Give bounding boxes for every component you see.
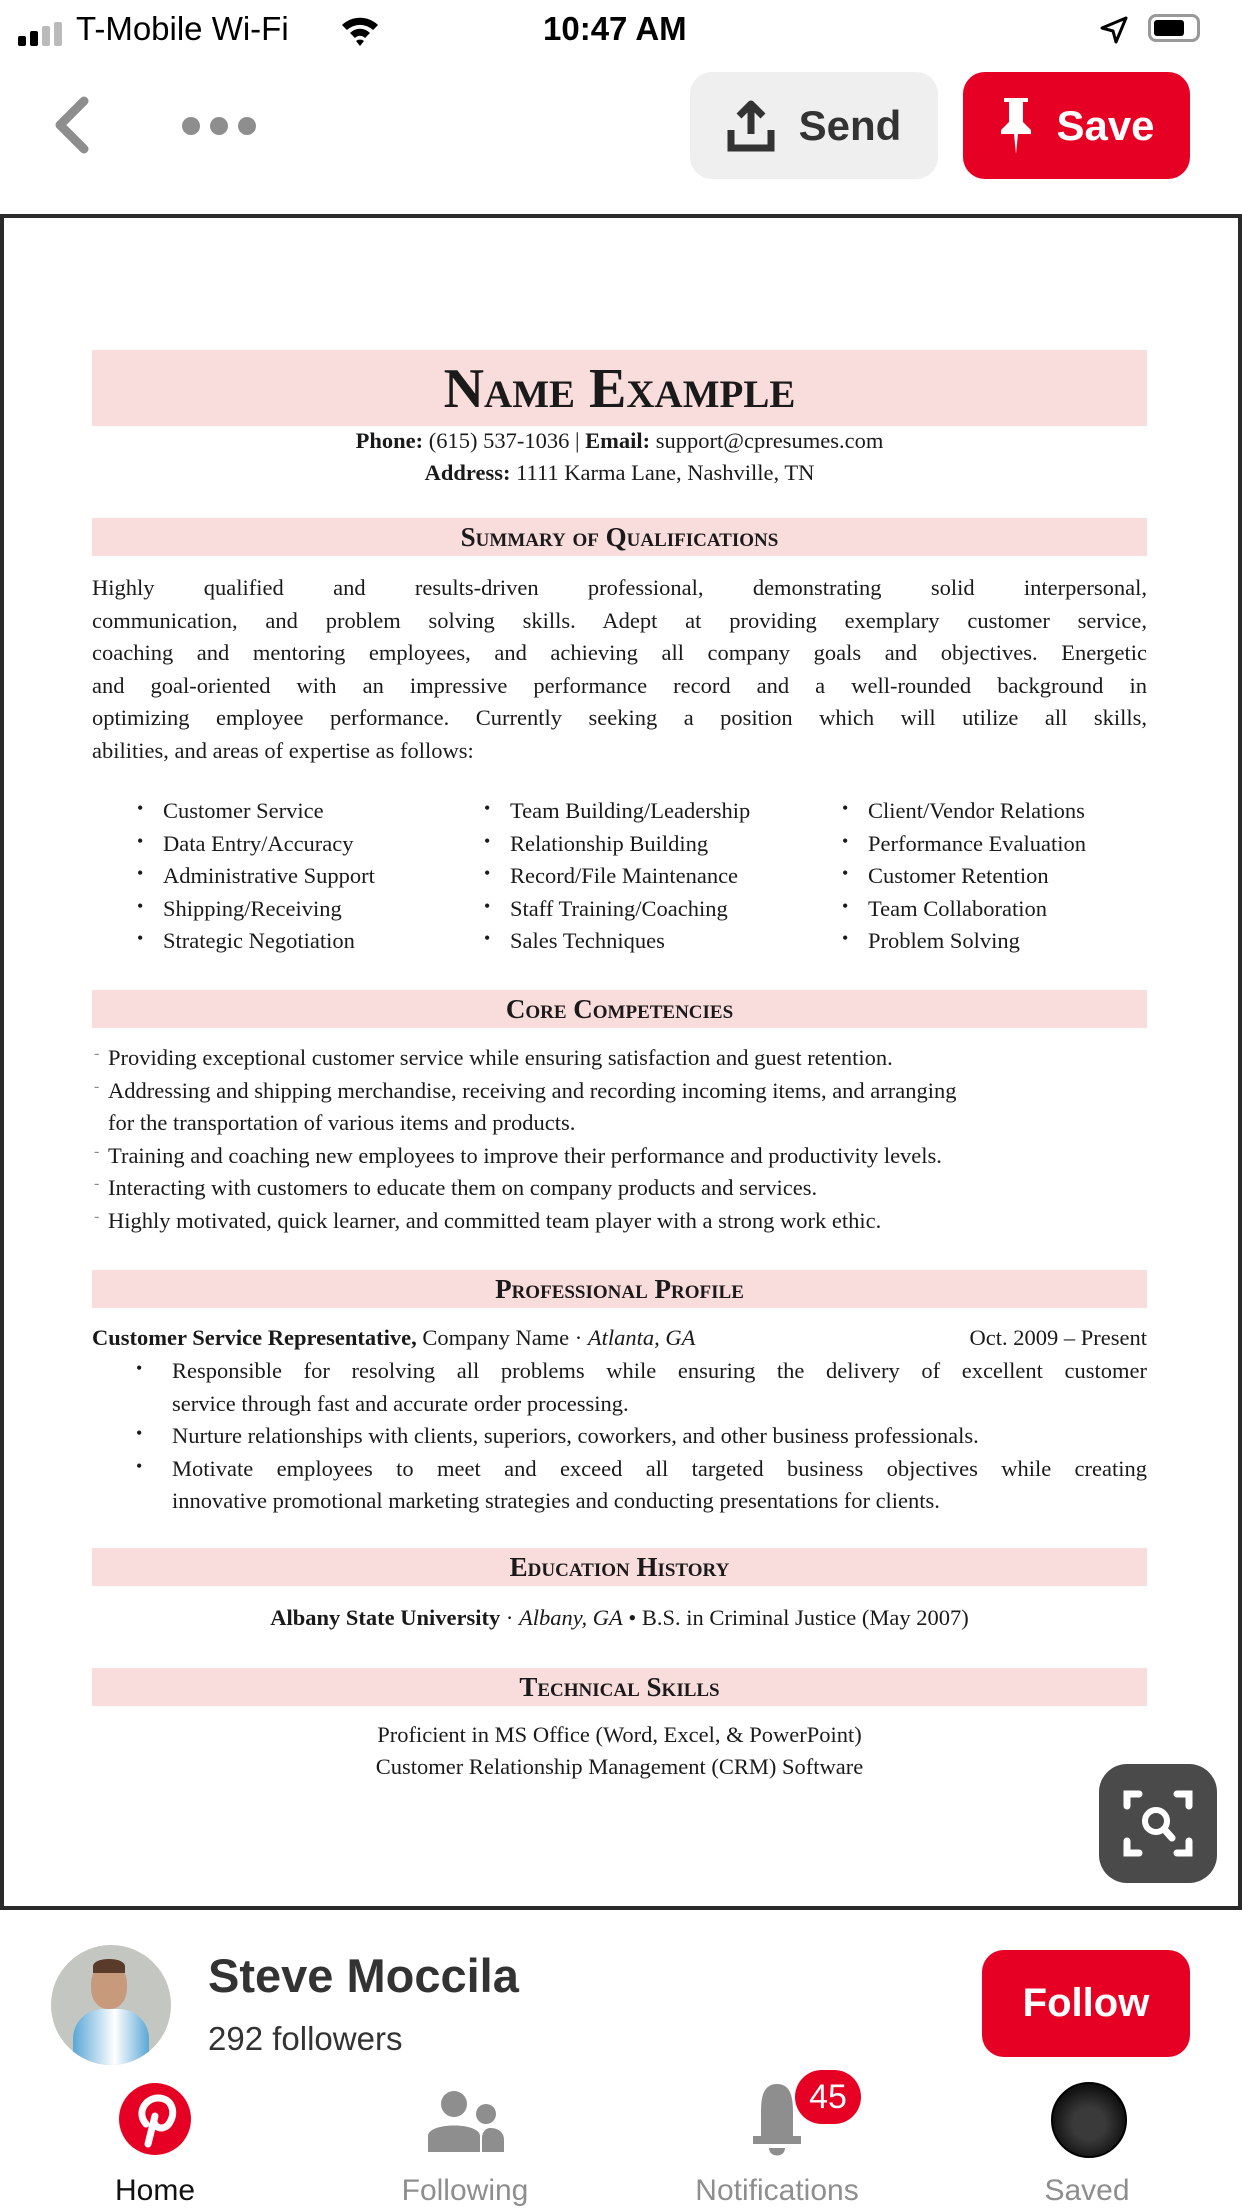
education-heading: Education History	[92, 1548, 1147, 1586]
email-label: Email:	[585, 428, 651, 453]
technical-line: Customer Relationship Management (CRM) Software	[375, 1754, 864, 1779]
tab-home[interactable]	[5, 2080, 305, 2208]
visual-search-button[interactable]	[1099, 1764, 1217, 1883]
contact-line-1	[92, 428, 1147, 454]
tab-label: Following	[401, 2174, 529, 2207]
send-label: Send	[798, 101, 902, 149]
phone-label: Phone:	[355, 428, 424, 453]
skill-item: • Strategic Negotiation	[163, 928, 355, 954]
skill-item: • Team Collaboration	[868, 896, 1047, 922]
summary-line: communication, and problem solving skills. Adept at providing exemplary customer service,	[92, 607, 1147, 633]
tab-label: Home	[114, 2174, 196, 2207]
profile-heading: Professional Profile	[92, 1270, 1147, 1308]
competency-item: - Addressing and shipping merchandise, receiving and recording incoming items, and arranging	[108, 1078, 957, 1104]
tab-label: Saved	[1044, 2174, 1130, 2207]
skill-item: • Problem Solving	[868, 928, 1020, 954]
clock: 10:47 AM	[543, 10, 687, 47]
job-dates: Oct. 2009 – Present	[969, 1325, 1147, 1350]
job-bullet: service through fast and accurate order processing.	[172, 1390, 629, 1416]
skill-item: • Data Entry/Accuracy	[163, 831, 354, 857]
technical-heading: Technical Skills	[92, 1668, 1147, 1706]
skill-item: • Customer Service	[163, 798, 324, 824]
notification-badge: 45	[795, 2070, 861, 2124]
edu-location: Albany, GA	[519, 1605, 623, 1630]
skill-item: • Performance Evaluation	[868, 831, 1086, 857]
job-location: Atlanta, GA	[587, 1325, 696, 1350]
saved-avatar	[1051, 2082, 1127, 2158]
summary-line: Highly qualified and results-driven professional, demonstrating solid interpersonal,	[92, 575, 1147, 600]
email: support@cpresumes.com	[650, 428, 884, 453]
summary-heading: Summary of Qualifications	[92, 518, 1147, 556]
save-label: Save	[1056, 101, 1155, 149]
competency-item: - Providing exceptional customer service while ensuring satisfaction and guest retention.	[108, 1045, 893, 1071]
follower-count: 292 followers	[208, 2020, 403, 2057]
education-line	[92, 1605, 1147, 1631]
pin-image[interactable]	[0, 214, 1242, 1910]
contact-line-2	[92, 460, 1147, 486]
visual-search-icon	[1099, 1764, 1217, 1883]
job-line	[92, 1325, 1147, 1351]
tab-notifications[interactable]	[627, 2080, 927, 2208]
competency-item: - Interacting with customers to educate them on company products and services.	[108, 1175, 817, 1201]
carrier-label: T-Mobile Wi-Fi	[76, 10, 289, 47]
resume-name: Name Example	[443, 358, 796, 420]
phone: (615) 537-1036 |	[423, 428, 586, 453]
job-bullet: innovative promotional marketing strategies and conducting presentations for clients.	[172, 1488, 940, 1513]
skill-item: • Relationship Building	[510, 831, 708, 857]
core-heading: Core Competencies	[92, 990, 1147, 1028]
job-bullet: • Responsible for resolving all problems while ensuring the delivery of excellent customer	[172, 1358, 1147, 1384]
tab-saved[interactable]	[937, 2080, 1237, 2208]
competency-item: - Training and coaching new employees to improve their performance and productivity levels.	[108, 1143, 942, 1169]
technical-line: Proficient in MS Office (Word, Excel, & PowerPoint)	[377, 1722, 862, 1747]
skill-item: • Administrative Support	[163, 863, 375, 889]
school: Albany State University	[270, 1605, 501, 1630]
profile-name[interactable]: Steve Moccila	[208, 1949, 519, 2002]
skill-item: • Client/Vendor Relations	[868, 798, 1085, 824]
skill-item: • Record/File Maintenance	[510, 863, 738, 889]
skill-item: • Staff Training/Coaching	[510, 896, 728, 922]
tab-following[interactable]	[315, 2080, 615, 2208]
job-title: Customer Service Representative,	[92, 1325, 417, 1350]
summary-line: coaching and mentoring employees, and achieving all company goals and objectives. Energetic	[92, 640, 1147, 665]
follow-label: Follow	[1022, 1981, 1150, 2025]
job-bullet: • Motivate employees to meet and exceed all targeted business objectives while creating	[172, 1456, 1147, 1482]
skill-item: • Customer Retention	[868, 863, 1049, 889]
name-band	[92, 350, 1147, 426]
company: Company Name ·	[416, 1325, 588, 1350]
follow-button[interactable]	[982, 1950, 1190, 2057]
skill-item: • Shipping/Receiving	[163, 896, 342, 922]
avatar[interactable]	[51, 1945, 171, 2065]
tab-label: Notifications	[695, 2174, 859, 2207]
address-label: Address:	[424, 460, 511, 485]
summary-line: abilities, and areas of expertise as follows:	[92, 737, 474, 763]
skill-item: • Sales Techniques	[510, 928, 665, 954]
competency-item: for the transportation of various items and products.	[108, 1110, 576, 1135]
degree: • B.S. in Criminal Justice (May 2007)	[622, 1605, 969, 1630]
address: 1111 Karma Lane, Nashville, TN	[510, 460, 815, 485]
competency-item: - Highly motivated, quick learner, and committed team player with a strong work ethic.	[108, 1208, 881, 1234]
pinterest-logo-icon	[118, 2082, 192, 2156]
summary-line: optimizing employee performance. Currently seeking a position which will utilize all skills,	[92, 705, 1147, 730]
job-bullet: • Nurture relationships with clients, superiors, coworkers, and other business professionals.	[172, 1423, 1147, 1449]
people-icon	[428, 2090, 504, 2152]
summary-line: and goal-oriented with an impressive performance record and a well-rounded background in	[92, 672, 1147, 698]
skill-item: • Team Building/Leadership	[510, 798, 750, 824]
sep: ·	[500, 1605, 520, 1630]
